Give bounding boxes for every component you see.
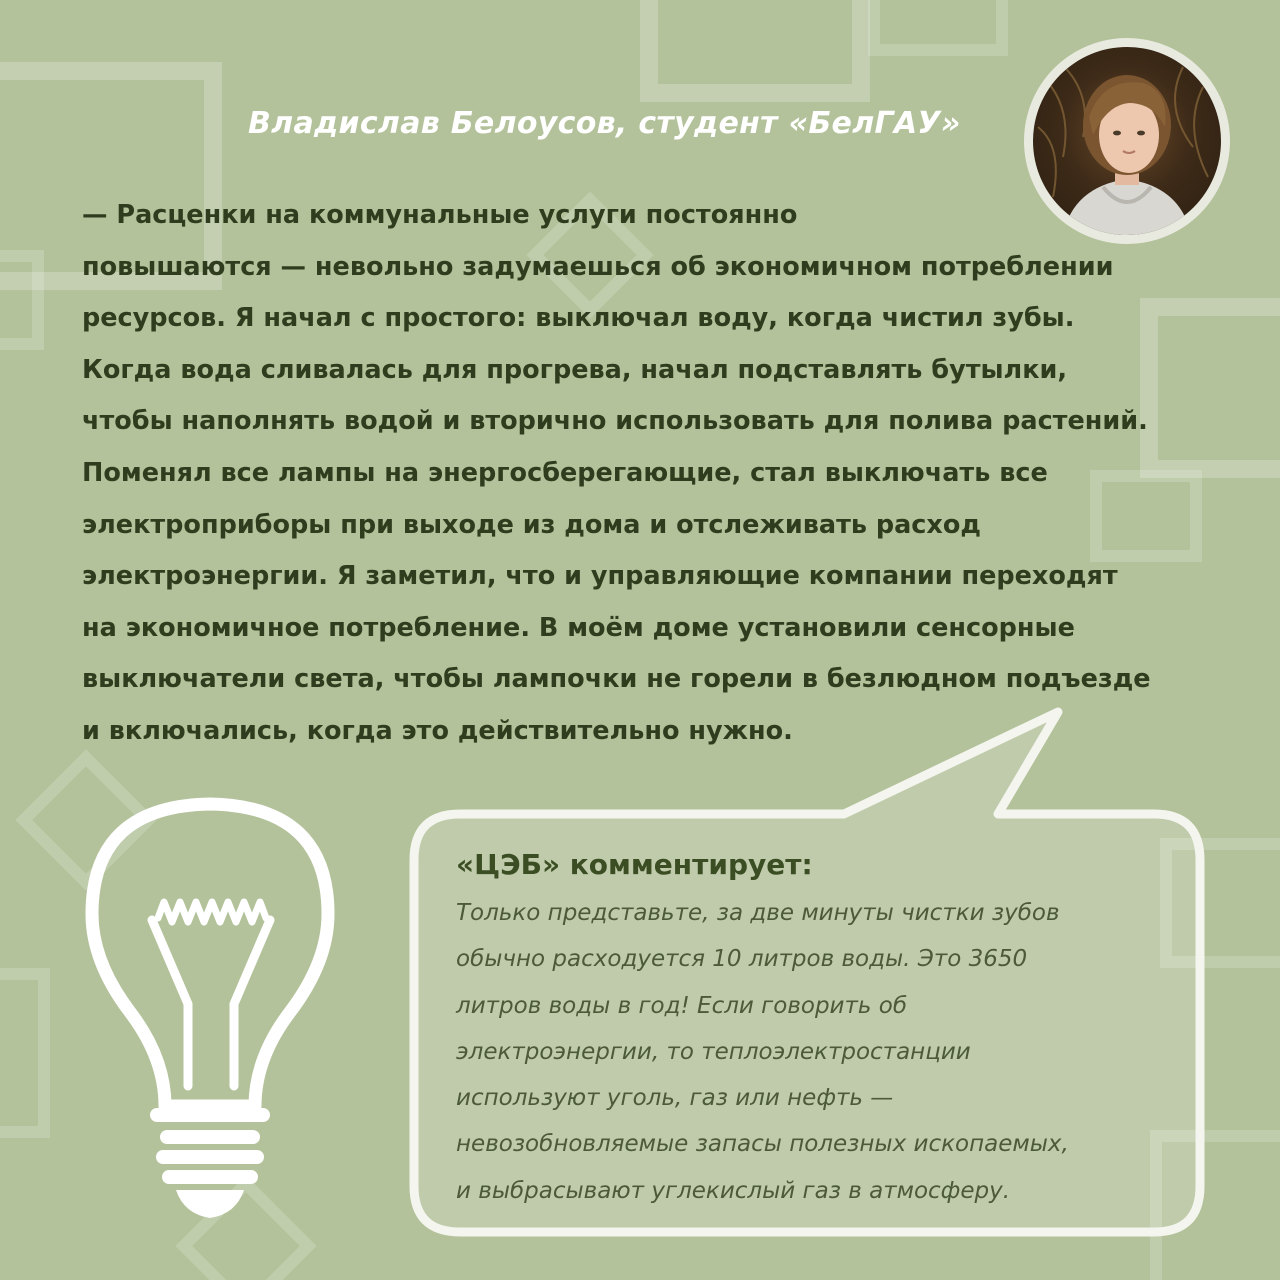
quote-line: на экономичное потребление. В моём доме установили сенсорные [82,612,1075,643]
decor-square [640,0,870,102]
quote-line: выключатели света, чтобы лампочки не горели в безлюдном подъезде [82,664,1151,695]
author-name: Владислав Белоусов, студент «БелГАУ» [248,106,961,141]
quote-line: ресурсов. Я начал с простого: выключал воду, когда чистил зубы. [82,303,1075,334]
decor-square [0,250,44,350]
comment-title: «ЦЭБ» комментирует: [456,848,813,881]
comment-line: Только представьте, за две минуты чистки зубов [456,900,1060,926]
lightbulb-icon [70,790,350,1230]
comment-text [456,890,1196,1214]
quote-line: электроэнергии. Я заметил, что и управляющие компании переходят [82,561,1118,592]
quote-line: чтобы наполнять водой и вторично использовать для полива растений. [82,406,1148,437]
student-quote [82,190,1212,758]
quote-line: Поменял все лампы на энергосберегающие, стал выключать все [82,457,1048,488]
comment-line: литров воды в год! Если говорить об [456,992,908,1019]
comment-line: используют уголь, газ или нефть — [456,1085,894,1112]
quote-line: Когда вода сливалась для прогрева, начал подставлять бутылки, [82,354,1068,385]
quote-line: — Расценки на коммунальные услуги постоянно [82,200,798,230]
decor-square [868,0,1008,56]
comment-line: невозобновляемые запасы полезных ископаемых, [456,1131,1069,1158]
comment-line: и выбрасывают углекислый газ в атмосферу. [456,1177,1011,1204]
quote-line: и включались, когда это действительно нужно. [82,715,793,746]
quote-line: электроприборы при выходе из дома и отслеживать расход [82,509,981,540]
comment-line: обычно расходуется 10 литров воды. Это 3650 [456,946,1028,973]
decor-square [0,968,50,1138]
quote-line: повышаются — невольно задумаешься об экономичном потреблении [82,251,1114,282]
comment-line: электроэнергии, то теплоэлектростанции [456,1038,971,1065]
